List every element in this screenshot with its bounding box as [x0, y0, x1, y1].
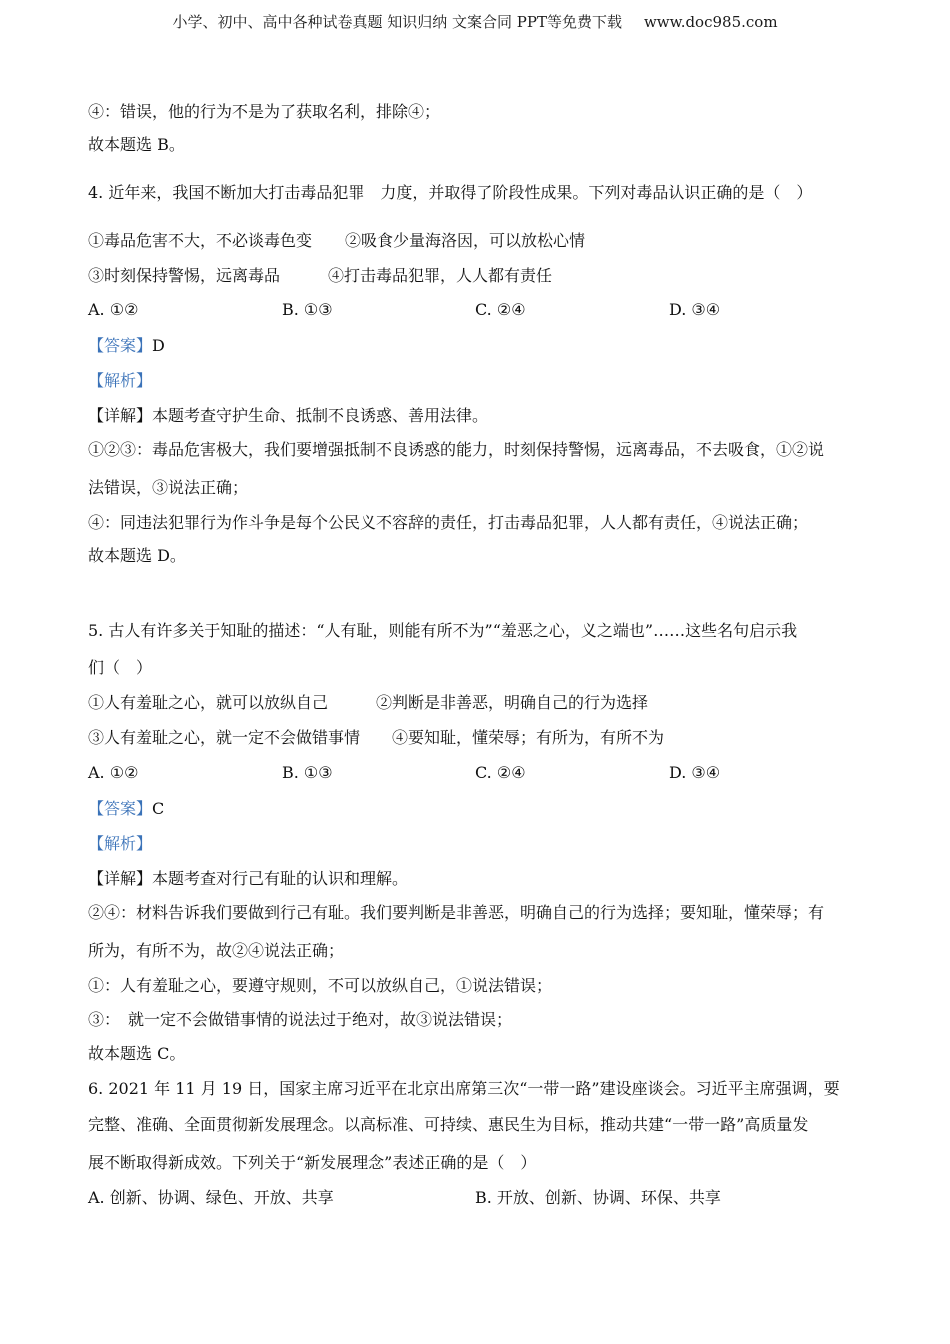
q4-conclusion: 故本题选 D。 — [88, 546, 186, 565]
q5-detail-text: 本题考查对行己有耻的认识和理解。 — [152, 869, 409, 888]
q5-explanation-3: ①：人有羞耻之心，要遵守规则，不可以放纵自己，①说法错误； — [88, 976, 553, 995]
header-site-link[interactable]: www.doc985.com — [643, 13, 778, 31]
q5-stem-line2: 们（ ） — [88, 658, 153, 677]
q5-detail-tag: 【详解】 — [88, 869, 153, 888]
header-text: 小学、初中、高中各种试卷真题 知识归纳 文案合同 PPT等免费下载 — [172, 13, 622, 31]
q4-answer-value: D — [152, 336, 165, 355]
q5-option-d: D. ③④ — [669, 763, 721, 782]
q5-analysis — [88, 832, 890, 856]
q5-answer-tag: 【答案】 — [88, 799, 153, 818]
q4-statements-row1 — [88, 229, 890, 253]
q6-option-b: B. 开放、创新、协调、环保、共享 — [475, 1188, 721, 1207]
q3-conclusion: 故本题选 B。 — [88, 135, 185, 154]
q5-statements-row1 — [88, 691, 890, 715]
q4-explanation-1: ①②③：毒品危害极大，我们要增强抵制不良诱惑的能力，时刻保持警惕，远离毒品，不去吸食，①②说 — [88, 440, 825, 459]
q5-statement-2: ②判断是非善恶，明确自己的行为选择 — [376, 693, 649, 712]
q5-statement-3: ③人有羞耻之心，就一定不会做错事情 — [88, 728, 361, 747]
q4-statements-row2 — [88, 264, 890, 288]
q5-option-c: C. ②④ — [475, 763, 526, 782]
q4-answer — [88, 334, 890, 358]
q5-option-a: A. ①② — [88, 763, 139, 782]
q5-stem-line1: 5. 古人有许多关于知耻的描述：“人有耻，则能有所不为”“羞恶之心，义之端也”……这些名句启示我 — [88, 621, 798, 640]
q5-answer-value: C — [152, 799, 165, 818]
q5-statement-4: ④要知耻，懂荣辱；有所为，有所不为 — [392, 728, 665, 747]
q5-answer — [88, 797, 890, 821]
q5-detail — [88, 867, 890, 891]
q4-stem: 4. 近年来，我国不断加大打击毒品犯罪 力度，并取得了阶段性成果。下列对毒品认识正确的是（ ） — [88, 183, 813, 202]
q4-analysis-tag: 【解析】 — [88, 371, 153, 390]
q4-analysis — [88, 369, 890, 393]
q5-conclusion: 故本题选 C。 — [88, 1044, 186, 1063]
q6-option-a: A. 创新、协调、绿色、开放、共享 — [88, 1188, 334, 1207]
q4-explanation-3: ④：同违法犯罪行为作斗争是每个公民义不容辞的责任，打击毒品犯罪，人人都有责任，④说法正确； — [88, 513, 809, 532]
q5-statements-row2 — [88, 726, 890, 750]
q3-explanation-line: ④：错误，他的行为不是为了获取名利，排除④； — [88, 102, 441, 121]
q4-option-b: B. ①③ — [282, 300, 333, 319]
page-header — [0, 10, 950, 34]
q4-option-d: D. ③④ — [669, 300, 721, 319]
q5-explanation-4: ③： 就一定不会做错事情的说法过于绝对，故③说法错误； — [88, 1010, 513, 1029]
q4-answer-tag: 【答案】 — [88, 336, 153, 355]
q5-analysis-tag: 【解析】 — [88, 834, 153, 853]
q4-statement-3: ③时刻保持警惕，远离毒品 — [88, 266, 281, 285]
q5-explanation-1: ②④：材料告诉我们要做到行己有耻。我们要判断是非善恶，明确自己的行为选择；要知耻，懂荣辱；有 — [88, 903, 825, 922]
q6-stem-line1: 6. 2021 年 11 月 19 日，国家主席习近平在北京出席第三次“一带一路”建设座谈会。习近平主席强调，要 — [88, 1079, 840, 1098]
q6-stem-line2: 完整、准确、全面贯彻新发展理念。以高标准、可持续、惠民生为目标，推动共建“一带一路”高质量发 — [88, 1115, 809, 1134]
q4-statement-4: ④打击毒品犯罪，人人都有责任 — [328, 266, 553, 285]
q4-statement-1: ①毒品危害不大，不必谈毒色变 — [88, 231, 313, 250]
q4-statement-2: ②吸食少量海洛因，可以放松心情 — [345, 231, 586, 250]
q4-option-c: C. ②④ — [475, 300, 526, 319]
q4-option-a: A. ①② — [88, 300, 139, 319]
q5-statement-1: ①人有羞耻之心，就可以放纵自己 — [88, 693, 329, 712]
q6-stem-line3: 展不断取得新成效。下列关于“新发展理念”表述正确的是（ ） — [88, 1153, 537, 1172]
q4-detail — [88, 404, 890, 428]
q4-explanation-2: 法错误，③说法正确； — [88, 478, 249, 497]
q4-detail-text: 本题考查守护生命、抵制不良诱惑、善用法律。 — [152, 406, 489, 425]
q4-detail-tag: 【详解】 — [88, 406, 153, 425]
q5-option-b: B. ①③ — [282, 763, 333, 782]
q5-explanation-2: 所为，有所不为，故②④说法正确； — [88, 941, 345, 960]
